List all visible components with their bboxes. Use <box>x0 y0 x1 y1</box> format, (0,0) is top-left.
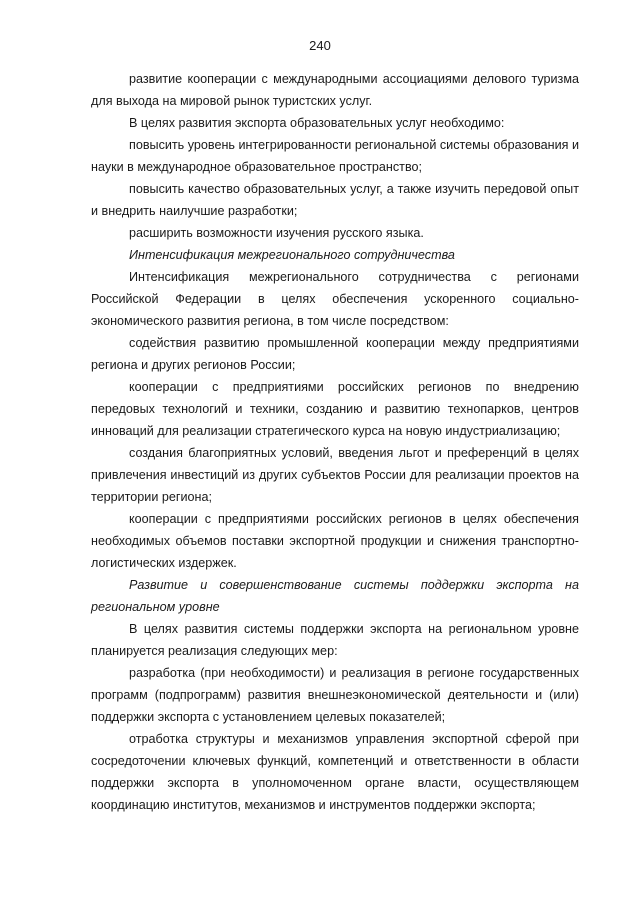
section-heading: Интенсификация межрегионального сотрудничества <box>129 248 455 262</box>
paragraph: повысить уровень интегрированности региональной системы образования и науки в международное образовательное пространство; <box>91 138 579 174</box>
paragraph: повысить качество образовательных услуг, а также изучить передовой опыт и внедрить наилучшие разработки; <box>91 182 579 218</box>
paragraph: отработка структуры и механизмов управления экспортной сферой при сосредоточении ключевых функций, компетенций и ответственности в области поддержки экспорта в уполномоченном органе власти, осуществляющем координацию институтов, механизмов и инструментов поддержки экспорта; <box>91 732 579 812</box>
paragraph: разработка (при необходимости) и реализация в регионе государственных программ (подпрограмм) развития внешнеэкономической деятельности и (или) поддержки экспорта с установлением целевых показателей; <box>91 666 579 724</box>
paragraph: кооперации с предприятиями российских регионов в целях обеспечения необходимых объемов поставки экспортной продукции и снижения транспортно-логистических издержек. <box>91 512 579 570</box>
paragraph: Интенсификация межрегионального сотрудничества с регионами Российской Федерации в целях обеспечения ускоренного социально-экономического развития региона, в том числе посредством: <box>91 270 579 328</box>
page-number: 240 <box>309 38 331 53</box>
paragraph: развитие кооперации с международными ассоциациями делового туризма для выхода на мировой рынок туристских услуг. <box>91 72 579 108</box>
paragraph: В целях развития системы поддержки экспорта на региональном уровне планируется реализация следующих мер: <box>91 622 579 658</box>
page-body <box>91 68 579 816</box>
section-heading: Развитие и совершенствование системы поддержки экспорта на региональном уровне <box>91 578 579 614</box>
paragraph: расширить возможности изучения русского языка. <box>129 226 424 240</box>
paragraph: кооперации с предприятиями российских регионов по внедрению передовых технологий и техники, созданию и развитию технопарков, центров инноваций для реализации стратегического курса на новую индустриализацию; <box>91 380 579 438</box>
paragraph: В целях развития экспорта образовательных услуг необходимо: <box>129 116 505 130</box>
paragraph: содействия развитию промышленной кооперации между предприятиями региона и других регионов России; <box>91 336 579 372</box>
paragraph: создания благоприятных условий, введения льгот и преференций в целях привлечения инвестиций из других субъектов России для реализации проектов на территории региона; <box>91 446 579 504</box>
